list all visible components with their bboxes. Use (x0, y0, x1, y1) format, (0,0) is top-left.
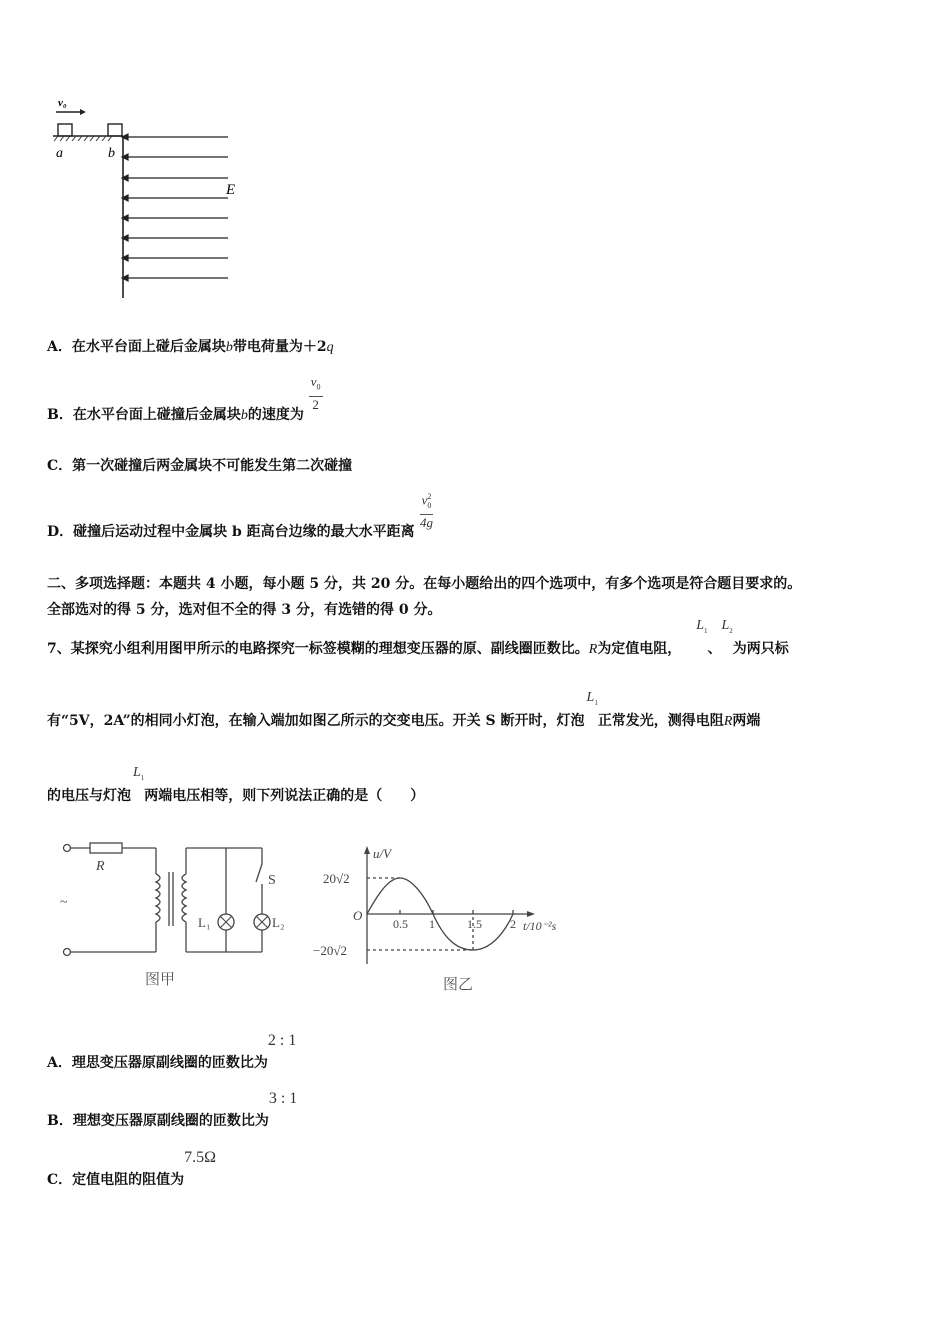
q7-option-a (47, 1032, 297, 1071)
caption-yi: 图乙 (443, 977, 474, 993)
resistance-value: 7.5Ω (184, 1149, 217, 1166)
caption-jia: 图甲 (145, 972, 176, 988)
frac-num: v (310, 374, 317, 389)
option-text-2: 带电荷量为＋2 (232, 339, 327, 355)
y-min-label: −20√2 (313, 943, 347, 958)
var-L1 (133, 765, 144, 780)
label-S: S (268, 873, 276, 888)
option-letter: B． (47, 407, 73, 424)
frac-den: 4g (419, 514, 433, 530)
option-text: 第一次碰撞后两金属块不可能发生第二次碰撞 (72, 458, 353, 474)
block-a (58, 124, 72, 136)
option-text: 定值电阻的阻值为 (72, 1172, 185, 1188)
option-text-2: 的速度为 (247, 407, 304, 424)
var-b: b (240, 408, 248, 424)
section2-line1: 二、多项选择题：本题共 4 小题，每小题 5 分，共 20 分。在每小题给出的四个选项中，有多个选项是符合题目要求的。 (47, 576, 802, 592)
L2-letter: L (721, 618, 730, 633)
frac-sub: 0 (316, 382, 321, 392)
x-tick-1: 1 (429, 917, 435, 931)
var-q: q (326, 340, 334, 355)
x-tick-0-5: 0.5 (393, 917, 408, 931)
option-text: 在水平台面上碰后金属块 (71, 339, 226, 355)
q7-option-c (47, 1149, 217, 1188)
q6-option-c (47, 455, 352, 475)
v0-label: v₀ (58, 97, 67, 109)
option-text: 理思变压器原副线圈的匝数比为 (71, 1055, 268, 1071)
y-axis-label: u/V (373, 846, 392, 861)
option-text: 碰撞后运动过程中金属块 b 距高台边缘的最大水平距离 (73, 523, 415, 540)
option-letter: B． (47, 1113, 73, 1129)
q7-line3 (47, 765, 425, 804)
label-L2: L₂ (272, 915, 285, 930)
q7-option-b (47, 1090, 298, 1129)
label-L1: L₁ (198, 915, 211, 930)
origin-label: O (353, 908, 363, 923)
q7-text-2c: 两端 (732, 713, 761, 729)
option-letter: C． (47, 1172, 73, 1188)
q7-text-1a: 7、某探究小组利用图甲所示的电路探究一标签模糊的理想变压器的原、副线圈匝数比。 (47, 641, 589, 657)
q7-text-2a: 有“5V，2A”的相同小灯泡，在输入端加如图乙所示的交变电压。开关 S 断开时，灯泡 (47, 713, 585, 729)
option-letter: D． (47, 523, 74, 540)
circuit-figure (50, 832, 300, 997)
q7-text-1c: 为两只标 (732, 641, 789, 657)
section2-line2: 全部选对的得 5 分，选对但不全的得 3 分，有选错的得 0 分。 (47, 602, 442, 618)
y-max-label: 20√2 (323, 871, 350, 886)
q7-text-3b: 两端电压相等，则下列说法正确的是（ ） (144, 788, 425, 804)
option-letter: C． (47, 458, 73, 474)
q7-line1 (47, 618, 789, 657)
label-R: R (96, 859, 105, 874)
L2-sub: 2 (729, 626, 733, 635)
fraction-v0-over-2 (309, 374, 323, 413)
q7-line2 (47, 690, 761, 729)
var-b: b (225, 340, 233, 355)
q7-text-2b: 正常发光，测得电阻 (597, 713, 724, 729)
frac-num: v (421, 492, 428, 508)
resistor-R (90, 843, 122, 853)
label-b: b (108, 146, 115, 161)
var-L1 (696, 618, 707, 633)
q7-text-1b: 为定值电阻， (597, 641, 682, 657)
x-axis-label: t/10⁻²s (523, 919, 557, 933)
var-L2 (721, 618, 732, 633)
q6-option-a (47, 336, 334, 356)
option-text: 理想变压器原副线圈的匝数比为 (72, 1113, 269, 1129)
L1-sub: 1 (594, 698, 598, 707)
frac-den: 2 (312, 396, 319, 412)
x-tick-2: 2 (510, 917, 516, 931)
fraction-v0sq-over-4g (420, 489, 434, 531)
field-figure (48, 92, 248, 304)
ratio-value: 2 : 1 (267, 1032, 297, 1049)
x-tick-1-5: 1.5 (467, 917, 482, 931)
block-b (108, 124, 122, 136)
var-R: R (723, 714, 733, 729)
option-text: 在水平台面上碰撞后金属块 (72, 407, 241, 424)
q7-text-3a: 的电压与灯泡 (47, 788, 131, 804)
L1-letter: L (586, 690, 595, 705)
label-a: a (56, 146, 63, 161)
option-letter: A． (47, 339, 72, 355)
frac-sup: 2 (427, 492, 432, 501)
L1-sub: 1 (703, 626, 708, 635)
var-L1 (587, 690, 598, 705)
option-letter: A． (47, 1055, 72, 1071)
label-E: E (226, 182, 236, 198)
ratio-value: 3 : 1 (268, 1090, 298, 1107)
q6-option-d (47, 489, 433, 540)
frac-sub: 0 (427, 500, 432, 510)
var-R: R (588, 642, 598, 657)
separator: 、 (707, 641, 722, 657)
voltage-graph (305, 842, 595, 1002)
L1-letter: L (133, 765, 141, 780)
L1-sub: 1 (140, 773, 145, 782)
q6-option-b (47, 374, 323, 424)
L1-letter: L (696, 618, 704, 633)
label-tilde: ~ (60, 895, 68, 910)
